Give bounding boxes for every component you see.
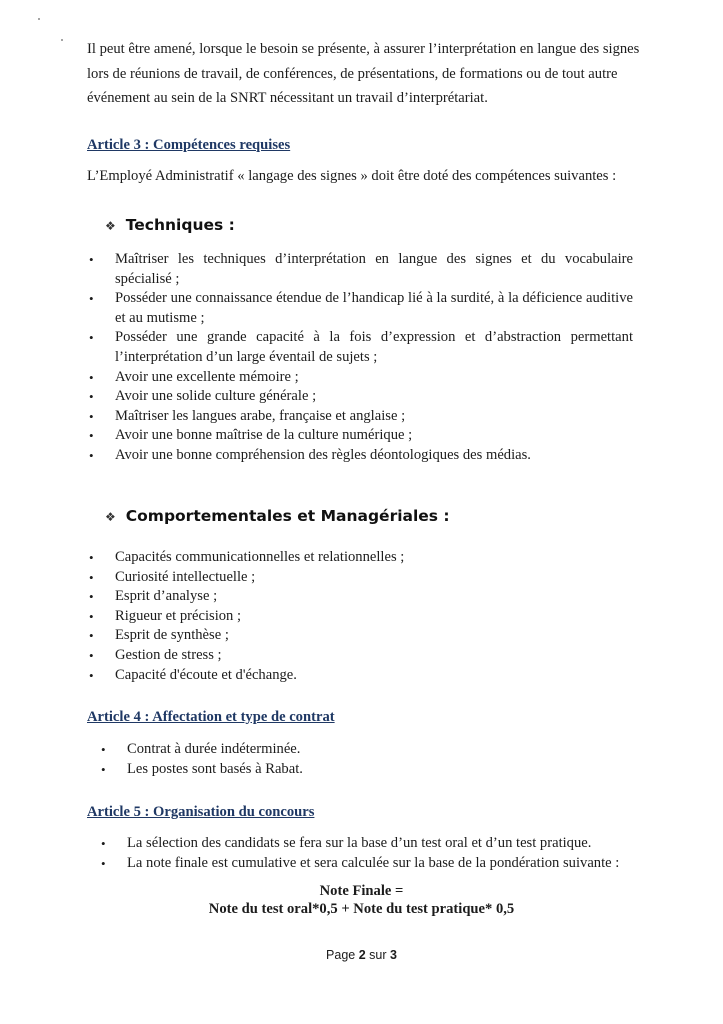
article-3-intro: L’Employé Administratif « langage des signes » doit être doté des compétences suivantes : xyxy=(87,168,617,184)
scan-speck xyxy=(38,18,40,20)
bullet-icon: • xyxy=(89,369,94,385)
list-item: • Avoir une bonne maîtrise de la culture numérique ; xyxy=(115,426,633,446)
intro-paragraph: Il peut être amené, lorsque le besoin se présente, à assurer l’interprétation en langue des signes lors de réunions de travail, de conférences, de présentations, de formations ou de tout autre événement au sein de la SNRT nécessitant un travail d’interprétariat. xyxy=(87,41,640,106)
bullet-icon: • xyxy=(89,569,94,585)
bullet-icon: • xyxy=(89,408,94,424)
techniques-subheading xyxy=(105,216,235,234)
bullet-icon: • xyxy=(89,589,94,605)
article-5-list xyxy=(101,834,647,873)
list-item: • La sélection des candidats se fera sur la base d’un test oral et d’un test pratique. xyxy=(127,834,647,854)
bullet-icon: • xyxy=(89,252,94,267)
list-item: • Posséder une grande capacité à la fois d’expression et d’abstraction permettant l’interprétation d’un large éventail de sujets ; xyxy=(89,329,633,365)
bullet-icon: • xyxy=(101,836,106,851)
bullet-icon: • xyxy=(89,291,94,307)
comportementales-list xyxy=(89,548,635,685)
bullet-icon: • xyxy=(89,550,94,565)
current-page-number: 2 xyxy=(358,948,366,962)
total-pages-number: 3 xyxy=(390,948,397,962)
list-item: • Les postes sont basés à Rabat. xyxy=(127,760,627,780)
list-item: • Avoir une solide culture générale ; xyxy=(115,387,633,407)
formula-line-2: Note du test oral*0,5 + Note du test pratique* 0,5 xyxy=(208,901,515,917)
bullet-icon: • xyxy=(89,647,94,663)
list-item: • Maîtriser les techniques d’interprétation en langue des signes et du vocabulaire spécialisé ; xyxy=(89,251,633,287)
list-item: • Contrat à durée indéterminée. xyxy=(127,740,627,760)
list-item: • Maîtriser les langues arabe, française et anglaise ; xyxy=(115,407,633,427)
list-item: • Avoir une bonne compréhension des règles déontologiques des médias. xyxy=(115,446,633,466)
list-item: • Esprit de synthèse ; xyxy=(115,626,635,646)
techniques-list xyxy=(89,250,633,466)
of-word: sur xyxy=(369,948,387,962)
list-item: • La note finale est cumulative et sera calculée sur la base de la pondération suivante : xyxy=(127,854,647,874)
bullet-icon: • xyxy=(89,389,94,405)
bullet-icon: • xyxy=(89,667,94,683)
article-3-heading: Article 3 : Compétences requises xyxy=(87,137,291,153)
list-item: • Curiosité intellectuelle ; xyxy=(115,568,635,588)
article-4-list xyxy=(101,740,627,779)
list-item: • Capacité d'écoute et d'échange. xyxy=(115,666,635,686)
list-item: • Rigueur et précision ; xyxy=(115,607,635,627)
bullet-icon: • xyxy=(89,428,94,444)
page-word: Page xyxy=(326,948,356,962)
list-item: • Gestion de stress ; xyxy=(115,646,635,666)
bullet-icon: • xyxy=(89,330,94,346)
article-4-heading: Article 4 : Affectation et type de contrat xyxy=(87,709,335,725)
bullet-icon: • xyxy=(89,608,94,624)
list-item: • Posséder une connaissance étendue de l’handicap lié à la surdité, à la déficience auditive et au mutisme ; xyxy=(89,290,633,326)
bullet-icon: • xyxy=(101,761,106,777)
diamond-bullet-icon: ❖ xyxy=(105,219,116,233)
article-5-heading: Article 5 : Organisation du concours xyxy=(87,804,315,820)
techniques-title: Techniques : xyxy=(125,216,235,234)
scan-speck xyxy=(61,39,63,41)
bullet-icon: • xyxy=(101,855,106,871)
list-item: • Capacités communicationnelles et relationnelles ; xyxy=(115,548,635,568)
formula-line-1: Note Finale = xyxy=(319,883,404,899)
list-item: • Avoir une excellente mémoire ; xyxy=(115,368,633,388)
bullet-icon: • xyxy=(89,447,94,463)
bullet-icon: • xyxy=(89,628,94,644)
page-footer xyxy=(0,948,723,962)
diamond-bullet-icon: ❖ xyxy=(105,510,116,524)
comportementales-subheading xyxy=(105,507,450,525)
comportementales-title: Comportementales et Managériales : xyxy=(125,507,450,525)
list-item: • Esprit d’analyse ; xyxy=(115,587,635,607)
bullet-icon: • xyxy=(101,742,106,757)
